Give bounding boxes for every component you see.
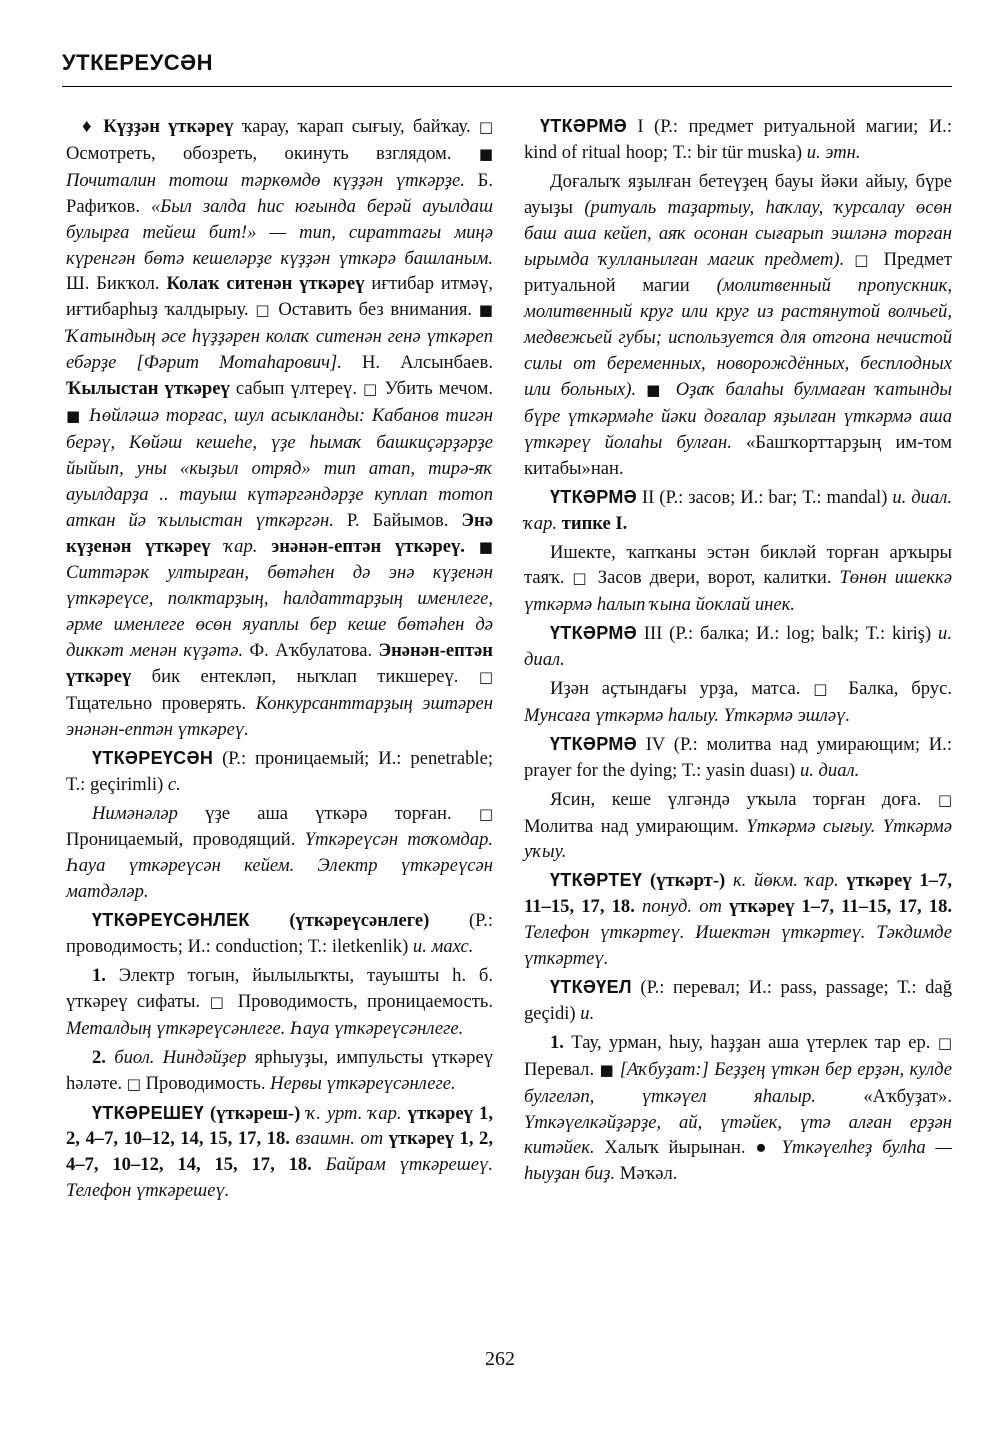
definition-text: бик ентекләп, ныҡлап тикшереү. (131, 666, 479, 688)
proverb-bullet-icon: ● (755, 1137, 772, 1159)
entry-utkarma-4 (524, 732, 952, 784)
equivalents: II (Р.: засов; И.: bar; Т.: mandal) (637, 486, 893, 508)
example-text: Оҙаҡ балаһы булмаған ҡатынды бүре үткәрмәһе йәки доғалар яҙылған үткәрмә аша үткәреү йолаһы булған. (524, 379, 952, 453)
example-source: «Башҡорттарҙың им-том китабы»нан. (524, 431, 952, 479)
sense-number: 1. (550, 1031, 564, 1053)
example-source: Б. Рафиҡов. (66, 169, 494, 217)
russian-translation: Предмет ритуальной магии (524, 248, 952, 297)
headword-form: (үткәрт-) (642, 870, 733, 892)
equivalents: I (Р.: предмет ритуальной магии; И.: kind of ritual hoop; Т.: bir tür muska) (524, 116, 952, 163)
space (635, 896, 642, 917)
equivalents: (Р.: проводимость; И.: conduction; Т.: iletkenlik) (66, 910, 493, 958)
page-number: 262 (485, 1348, 515, 1370)
example-text: Нервы үткәреүсәнлеге. (270, 1072, 456, 1094)
right-column (524, 114, 952, 1190)
translation-square-icon: □ (209, 992, 229, 1011)
definition-text: Ишекте, ҡапҡаны эстән бикләй торған арҡыры таяҡ. (524, 541, 952, 589)
entry-definition (524, 540, 952, 619)
definition-text: Тау, урман, һыу, һаҙҙан аша үтерлек тар ер. (563, 1031, 938, 1053)
example-text: Телефон үткәртеү. Ишектән үткәртеү. Тәкдимде үткәртеү. (524, 922, 952, 970)
example-text: Үткәрмә сығыу. Үткәрмә уҡыу. (524, 815, 953, 863)
example-square-icon: ■ (646, 381, 666, 400)
russian-translation: Убить мечом. (378, 378, 493, 400)
entry-utkarma-3 (524, 621, 952, 673)
headword-form: (үткәреүсәнлеге) (249, 910, 430, 932)
translation-square-icon: □ (572, 569, 590, 588)
entry-utkarma-1 (524, 114, 952, 166)
entry-headword: ҮТКӘРЕҮСӘН (92, 747, 214, 768)
definition-gloss: (молитвенный пропускник, молитвенный круг или круг из растянутой волчьей, медвежьей губы; используется для отгона нечистой силы от беременных, новорождённых, бесплодных или больных). (524, 275, 952, 401)
cross-reference: үткәреү 1, 2, 4–7, 10–12, 14, 15, 17, 18. (66, 1102, 493, 1150)
space (257, 536, 271, 557)
cross-reference: үткәреү 1, 2, 4–7, 10–12, 14, 15, 17, 18. (66, 1128, 493, 1176)
space (154, 1047, 162, 1068)
space (106, 1047, 114, 1068)
definition-text: ярһыуҙы, импульсты үткәреү һәләте. (66, 1046, 493, 1094)
example-text: Ситтәрәк ултырған, бөтәһен дә энә күҙенән үткәреүсе, полктарҙың, һалдаттарҙың именлеге, әрме именлеге өсөн яуаплы бер кеше бөтәһен дә диккәт менән күҙәтә. (66, 562, 493, 662)
definition-text: Доғалыҡ яҙылған бетеүҙең бауы йәки айыу, бүре ауыҙы (524, 170, 952, 218)
cross-reference: типке I. (561, 512, 628, 534)
grammar-label: с. (167, 773, 181, 795)
russian-translation: Тщательно проверять. (66, 692, 256, 714)
grammar-label: биол. (114, 1046, 155, 1068)
equivalents: IV (Р.: молитва над умирающим; И.: prayer for the dying; Т.: yasin duası) (524, 733, 952, 781)
example-square-icon: ■ (478, 144, 493, 163)
cross-reference: үткәреү 1–7, 11–15, 17, 18. (524, 870, 952, 918)
proverb-text: Үткәүелһеҙ булһа — һыуҙан биҙ. (524, 1137, 953, 1185)
phrase-headword: Энәнән-ептән үткәреү (66, 640, 493, 688)
russian-translation: Проводимость. (140, 1072, 271, 1094)
definition-text: Ясин, кеше үлгәндә уҡыла торған доға. (550, 788, 938, 810)
entry-definition (524, 787, 952, 866)
space (636, 379, 646, 400)
cross-reference: энәнән-ептән үткәреү. (271, 535, 465, 557)
example-text: Ҡатындың әсе һүҙҙәрен колаҡ ситенән генә үткәреп ебәрҙе [Фәрит Мотаһарович]. (66, 326, 493, 374)
example-square-icon: ■ (478, 301, 493, 320)
translation-square-icon: □ (363, 380, 379, 399)
definition-text: үҙе аша үткәрә торған. (177, 802, 479, 824)
definition-lead: Ниндәйҙер (162, 1046, 247, 1068)
translation-square-icon: □ (937, 1033, 952, 1052)
russian-translation: Перевал. (524, 1058, 600, 1080)
example-text: Үткәүелкәйҙәрҙе, ай, үтәйек, үтә алған ерҙән китәйек. (524, 1111, 952, 1159)
example-square-icon: ■ (66, 406, 83, 425)
header-rule (62, 86, 952, 87)
russian-translation: Проводимость, проницаемость. (228, 990, 493, 1012)
entry-headword: ҮТКӘРТЕҮ (550, 870, 643, 891)
example-source: Ф. Аҡбулатова. (243, 640, 379, 662)
equivalents: (Р.: проницаемый; И.: penetrable; Т.: geçirimli) (66, 747, 493, 795)
translation-square-icon: □ (478, 804, 493, 823)
russian-translation: Проницаемый, проводящий. (66, 829, 305, 851)
entry-kuzzan-utkareu (66, 114, 493, 743)
equivalents: III (Р.: балка; И.: log; balk; Т.: kiriş) (637, 623, 939, 645)
translation-square-icon: □ (813, 680, 836, 699)
example-text: Һөйләшә торғас, шул асыкланды: Кабанов тигән берәү, Көйәш кешеһе, үҙе һымаҡ башкиҫәрҙәрҙе йыйып, уны «кыҙыл отряд» тип атап, тирә-яҡ ауылдарҙа .. тауыш күтәргәндәрҙе куплап тотоп аткан йә ҡылыстан үткәргән. (66, 404, 493, 531)
example-text: Төнөн ишеккә үткәрмә һалып ҡына йоклай инек. (524, 567, 952, 616)
space (465, 536, 479, 557)
entry-headword: ҮТКӘРМӘ (550, 623, 637, 644)
russian-translation: Засов двери, ворот, калитки. (589, 567, 840, 589)
space (844, 249, 854, 270)
entry-headword: ҮТКӘҮЕЛ (550, 977, 632, 997)
entry-headword: ҮТКӘРМӘ (540, 116, 627, 136)
definition-lead: Нимәнәләр (92, 802, 178, 824)
grammar-label: и. диал. ҡар. (524, 486, 952, 534)
entry-definition (524, 676, 952, 729)
cross-reference: үткәреү 1–7, 11–15, 17, 18. (729, 896, 953, 918)
grammar-label: и. махс. (412, 936, 474, 958)
example-text: Мунсаға үткәрмә һалыу. Үткәрмә эшләү. (524, 704, 851, 726)
grammar-label: и. диал. (799, 759, 860, 781)
entry-headword: ҮТКӘРЕҮСӘНЛЕК (92, 910, 250, 931)
sense-number: 2. (92, 1046, 106, 1068)
sense-number: 1. (92, 965, 106, 986)
grammar-label: и. (580, 1002, 595, 1024)
grammar-label: ҡар. (224, 535, 258, 557)
grammar-label: и. этн. (806, 141, 861, 163)
grammar-label: взаимн. от (295, 1128, 384, 1150)
phrase-headword: Ҡылыстан үткәреү (66, 378, 230, 400)
sense-1 (66, 963, 493, 1042)
space (722, 896, 729, 917)
example-text: Байрам үткәрешеү. Телефон үткәрешеү. (66, 1154, 493, 1202)
definition-gloss: (ритуаль таҙартыу, һаҡлау, ҡурсалау өсөн баш аша кейеп, аяҡ осонан сығарып эшләнә торған ырымда ҡулланылған магик предмет). (524, 196, 952, 270)
equivalents: (Р.: перевал; И.: pass, passage; Т.: dağ geçidi) (524, 977, 952, 1024)
example-text: [Аҡбуҙат:] Беҙҙең үткән бер ерҙән, кулде булгеләп, үткәүел яһалыр. (524, 1058, 952, 1107)
phrase-headword: Колаҡ ситенән үткәреү (166, 273, 365, 295)
translation-square-icon: □ (937, 790, 952, 809)
grammar-label: и. диал. (524, 623, 952, 671)
translation-square-icon: □ (854, 250, 874, 269)
russian-translation: Молитва над умирающим. (524, 815, 747, 837)
translation-square-icon: □ (126, 1074, 141, 1093)
example-text: Конкурсанттарҙың эштәрен энәнән-ептән үткәреү. (66, 692, 493, 740)
translation-square-icon: □ (255, 301, 272, 320)
entry-utkarteu (524, 868, 952, 972)
russian-translation: Оставить без внимания. (271, 299, 479, 321)
sense-2 (66, 1045, 493, 1098)
example-text: Почиталин тотош тәркөмдө күҙҙән үткәрҙе. (66, 169, 465, 191)
space (312, 1154, 326, 1175)
entry-definition (524, 169, 952, 482)
entry-headword: ҮТКӘРМӘ (550, 733, 637, 754)
example-source: Мәҡәл. (615, 1163, 678, 1185)
translation-square-icon: □ (478, 668, 493, 687)
grammar-label: ҡ. урт. ҡар. (306, 1102, 402, 1124)
example-text: Үткәреүсән тоҡомдар. Һауа үткәреүсән кейем. Электр үткәреүсән матдәләр. (66, 829, 494, 903)
example-source: Ш. Бикҡол. (66, 273, 167, 295)
definition-text: Электр тогын, йылылыҡты, тауышты һ. б. үткәреү сифаты. (66, 965, 493, 1012)
entry-utkauel (524, 975, 952, 1027)
running-title: УТКЕРЕУСӘН (62, 50, 214, 75)
definition-text: Иҙән аҫтындағы урҙа, матса. (550, 678, 814, 700)
entry-utkareusanlek (66, 908, 493, 960)
entry-utkarma-2 (524, 485, 952, 537)
example-source: Халыҡ йырынан. (594, 1137, 756, 1159)
entry-utkaresheu (66, 1101, 493, 1205)
phrase-headword: Энә күҙенән үткәреү (66, 509, 493, 557)
entry-headword: ҮТКӘРЕШЕҮ (92, 1102, 204, 1123)
example-square-icon: ■ (599, 1060, 615, 1079)
definition-text: сабып үлтереү. (229, 378, 364, 400)
headword-form: (үткәреш-) (203, 1102, 307, 1124)
translation-square-icon: □ (478, 118, 493, 136)
grammar-label: к. йөкм. ҡар. (732, 870, 839, 892)
example-text: «Был залда һис юғында берәй ауылдаш булырға тейеш бит!» — тип, сираттағы миңә күренгән бөтә кешеләрҙе күҙҙән үткәрә башланым. (66, 195, 493, 269)
russian-translation: Осмотреть, обозреть, окинуть взглядом. (66, 142, 479, 164)
entry-headword: ҮТКӘРМӘ (550, 486, 637, 507)
definition-text: иғтибар итмәү, иғтибарһыҙ ҡалдырыу. (66, 273, 493, 321)
entry-definition (66, 801, 493, 906)
russian-translation: Балка, брус. (835, 678, 952, 700)
example-source: «Аҡбуҙат». (815, 1085, 952, 1107)
example-text: Металдың үткәреүсәнлеге. Һауа үткәреүсәнлеге. (66, 1017, 464, 1039)
sense-1 (524, 1030, 952, 1187)
definition-text: ҡарау, ҡарап сығыу, байҡау. (233, 116, 479, 137)
grammar-label: понуд. от (642, 896, 722, 918)
space (772, 1137, 782, 1158)
space (211, 536, 225, 557)
entry-utkareusan (66, 746, 493, 798)
phrase-headword: Күҙҙән үткәреү (103, 116, 234, 137)
left-column (66, 114, 493, 1207)
example-square-icon: ■ (478, 537, 493, 556)
example-source: Н. Алсынбаев. (341, 352, 493, 374)
example-source: Р. Байымов. (333, 509, 462, 531)
diamond-icon: ♦ (82, 116, 104, 137)
